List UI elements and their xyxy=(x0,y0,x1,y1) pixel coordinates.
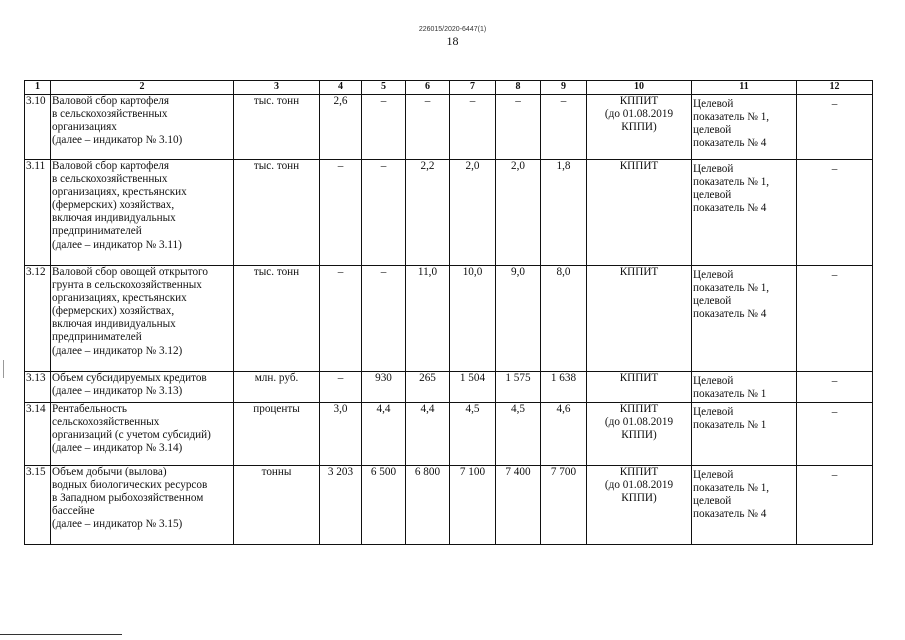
note-cell: – xyxy=(797,266,873,372)
unit-cell: тонны xyxy=(234,466,320,545)
target-line: показатель № 1, xyxy=(693,482,770,495)
column-header-2: 2 xyxy=(51,81,234,95)
table-body xyxy=(25,95,873,545)
indicator-number: 3.12 xyxy=(25,266,51,372)
indicator-name xyxy=(51,403,234,466)
indicator-name xyxy=(51,95,234,160)
unit-cell: тыс. тонн xyxy=(234,160,320,266)
value-cell: 4,6 xyxy=(541,403,587,466)
target-line: показатель № 4 xyxy=(693,202,767,215)
name-line: в Западном рыбохозяйственном xyxy=(52,492,204,505)
column-header-4: 4 xyxy=(320,81,362,95)
unit-cell: тыс. тонн xyxy=(234,266,320,372)
target-cell xyxy=(692,160,797,266)
value-cell: 8,0 xyxy=(541,266,587,372)
value-cell: 1 638 xyxy=(541,372,587,403)
name-line: (далее – индикатор № 3.15) xyxy=(52,518,183,531)
source-line: (до 01.08.2019 xyxy=(604,416,674,429)
value-cell: – xyxy=(406,95,450,160)
value-cell: – xyxy=(496,95,541,160)
name-line: предпринимателей xyxy=(52,331,142,344)
value-cell: 2,2 xyxy=(406,160,450,266)
note-cell: – xyxy=(797,403,873,466)
unit-cell: проценты xyxy=(234,403,320,466)
value-cell: – xyxy=(450,95,496,160)
source-line: (до 01.08.2019 xyxy=(604,108,674,121)
name-line: (далее – индикатор № 3.10) xyxy=(52,134,183,147)
target-line: показатель № 1, xyxy=(693,176,770,189)
value-cell: – xyxy=(362,95,406,160)
value-cell: 10,0 xyxy=(450,266,496,372)
target-line: целевой xyxy=(693,495,732,508)
name-line: организациях, крестьянских xyxy=(52,186,187,199)
note-cell: – xyxy=(797,95,873,160)
name-line: сельскохозяйственных xyxy=(52,416,160,429)
name-line: (фермерских) хозяйствах, xyxy=(52,305,175,318)
target-line: целевой xyxy=(693,124,732,137)
note-cell: – xyxy=(797,160,873,266)
name-line: (далее – индикатор № 3.12) xyxy=(52,344,183,357)
value-cell: – xyxy=(362,266,406,372)
column-header-5: 5 xyxy=(362,81,406,95)
table-row xyxy=(25,372,873,403)
name-line: Объем добычи (вылова) xyxy=(52,466,167,478)
target-cell xyxy=(692,95,797,160)
target-cell xyxy=(692,266,797,372)
value-cell: 11,0 xyxy=(406,266,450,372)
value-cell: 6 800 xyxy=(406,466,450,545)
target-line: показатель № 1, xyxy=(693,111,770,124)
target-line: показатель № 4 xyxy=(693,308,767,321)
value-cell: 7 700 xyxy=(541,466,587,545)
source-line: КППИ) xyxy=(621,121,657,134)
target-line: целевой xyxy=(693,295,732,308)
document-stamp: 226015/2020-6447(1) xyxy=(418,26,487,33)
name-line: организаций (с учетом субсидий) xyxy=(52,429,211,442)
value-cell: 930 xyxy=(362,372,406,403)
name-line: (далее – индикатор № 3.11) xyxy=(52,238,182,251)
column-header-12: 12 xyxy=(797,81,873,95)
table-row xyxy=(25,403,873,466)
value-cell: – xyxy=(320,160,362,266)
target-line: Целевой xyxy=(693,469,734,481)
name-line: включая индивидуальных xyxy=(52,318,176,331)
value-cell: 4,4 xyxy=(362,403,406,466)
source-cell xyxy=(587,266,692,372)
note-cell: – xyxy=(797,466,873,545)
value-cell: – xyxy=(320,372,362,403)
column-header-8: 8 xyxy=(496,81,541,95)
value-cell: 2,0 xyxy=(450,160,496,266)
name-line: предпринимателей xyxy=(52,225,142,238)
column-header-3: 3 xyxy=(234,81,320,95)
source-cell xyxy=(587,95,692,160)
name-line: в сельскохозяйственных xyxy=(52,108,168,121)
unit-cell: млн. руб. xyxy=(234,372,320,403)
indicator-name xyxy=(51,160,234,266)
target-line: Целевой xyxy=(693,163,734,175)
target-line: показатель № 1 xyxy=(693,419,767,432)
value-cell: 1 575 xyxy=(496,372,541,403)
value-cell: 4,4 xyxy=(406,403,450,466)
name-line: включая индивидуальных xyxy=(52,212,176,225)
target-cell xyxy=(692,372,797,403)
source-cell xyxy=(587,372,692,403)
name-line: в сельскохозяйственных xyxy=(52,173,168,186)
column-header-11: 11 xyxy=(692,81,797,95)
unit-cell: тыс. тонн xyxy=(234,95,320,160)
name-line: (фермерских) хозяйствах, xyxy=(52,199,175,212)
value-cell: 2,0 xyxy=(496,160,541,266)
indicator-name xyxy=(51,372,234,403)
value-cell: 3 203 xyxy=(320,466,362,545)
indicator-name xyxy=(51,466,234,545)
source-line: КППИТ xyxy=(619,372,659,384)
value-cell: 6 500 xyxy=(362,466,406,545)
source-cell xyxy=(587,160,692,266)
header-row xyxy=(25,81,873,95)
value-cell: 7 100 xyxy=(450,466,496,545)
target-line: показатель № 1, xyxy=(693,282,770,295)
indicators-table xyxy=(24,80,873,545)
source-line: КППИТ xyxy=(619,160,659,172)
table-row xyxy=(25,160,873,266)
column-header-9: 9 xyxy=(541,81,587,95)
column-header-1: 1 xyxy=(25,81,51,95)
value-cell: 265 xyxy=(406,372,450,403)
table-row xyxy=(25,466,873,545)
value-cell: 4,5 xyxy=(450,403,496,466)
column-header-7: 7 xyxy=(450,81,496,95)
name-line: (далее – индикатор № 3.14) xyxy=(52,442,183,455)
target-cell xyxy=(692,466,797,545)
target-line: Целевой xyxy=(693,98,734,110)
value-cell: – xyxy=(541,95,587,160)
name-line: Валовой сбор картофеля xyxy=(52,160,170,172)
column-header-10: 10 xyxy=(587,81,692,95)
value-cell: – xyxy=(320,266,362,372)
target-line: показатель № 4 xyxy=(693,137,767,150)
target-line: Целевой xyxy=(693,269,734,281)
table-row xyxy=(25,266,873,372)
indicator-number: 3.10 xyxy=(25,95,51,160)
name-line: грунта в сельскохозяйственных xyxy=(52,279,202,292)
source-line: КППИ) xyxy=(621,429,657,442)
value-cell: 7 400 xyxy=(496,466,541,545)
indicator-number: 3.14 xyxy=(25,403,51,466)
page-number: 18 xyxy=(446,34,459,48)
name-line: Валовой сбор картофеля xyxy=(52,95,170,107)
name-line: Валовой сбор овощей открытого xyxy=(52,266,208,278)
target-cell xyxy=(692,403,797,466)
target-line: Целевой xyxy=(693,406,734,418)
table-row xyxy=(25,95,873,160)
source-line: КППИТ xyxy=(619,466,659,478)
indicator-name xyxy=(51,266,234,372)
footnote-rule xyxy=(0,634,122,635)
source-line: КППИ) xyxy=(621,492,657,505)
target-line: показатель № 1 xyxy=(693,388,767,401)
source-line: КППИТ xyxy=(619,95,659,107)
source-line: КППИТ xyxy=(619,403,659,415)
target-line: целевой xyxy=(693,189,732,202)
name-line: бассейне xyxy=(52,505,95,518)
value-cell: 4,5 xyxy=(496,403,541,466)
name-line: (далее – индикатор № 3.13) xyxy=(52,385,183,398)
name-line: организациях xyxy=(52,121,117,134)
note-cell: – xyxy=(797,372,873,403)
source-line: КППИТ xyxy=(619,266,659,278)
column-header-6: 6 xyxy=(406,81,450,95)
value-cell: 1,8 xyxy=(541,160,587,266)
value-cell: 3,0 xyxy=(320,403,362,466)
margin-mark xyxy=(3,360,4,378)
indicator-number: 3.15 xyxy=(25,466,51,545)
target-line: показатель № 4 xyxy=(693,508,767,521)
source-cell xyxy=(587,403,692,466)
indicator-number: 3.13 xyxy=(25,372,51,403)
source-line: (до 01.08.2019 xyxy=(604,479,674,492)
value-cell: 1 504 xyxy=(450,372,496,403)
name-line: водных биологических ресурсов xyxy=(52,479,208,492)
value-cell: 9,0 xyxy=(496,266,541,372)
name-line: Объем субсидируемых кредитов xyxy=(52,372,207,384)
target-line: Целевой xyxy=(693,375,734,387)
name-line: Рентабельность xyxy=(52,403,128,415)
value-cell: – xyxy=(362,160,406,266)
value-cell: 2,6 xyxy=(320,95,362,160)
indicator-number: 3.11 xyxy=(25,160,51,266)
name-line: организациях, крестьянских xyxy=(52,292,187,305)
source-cell xyxy=(587,466,692,545)
